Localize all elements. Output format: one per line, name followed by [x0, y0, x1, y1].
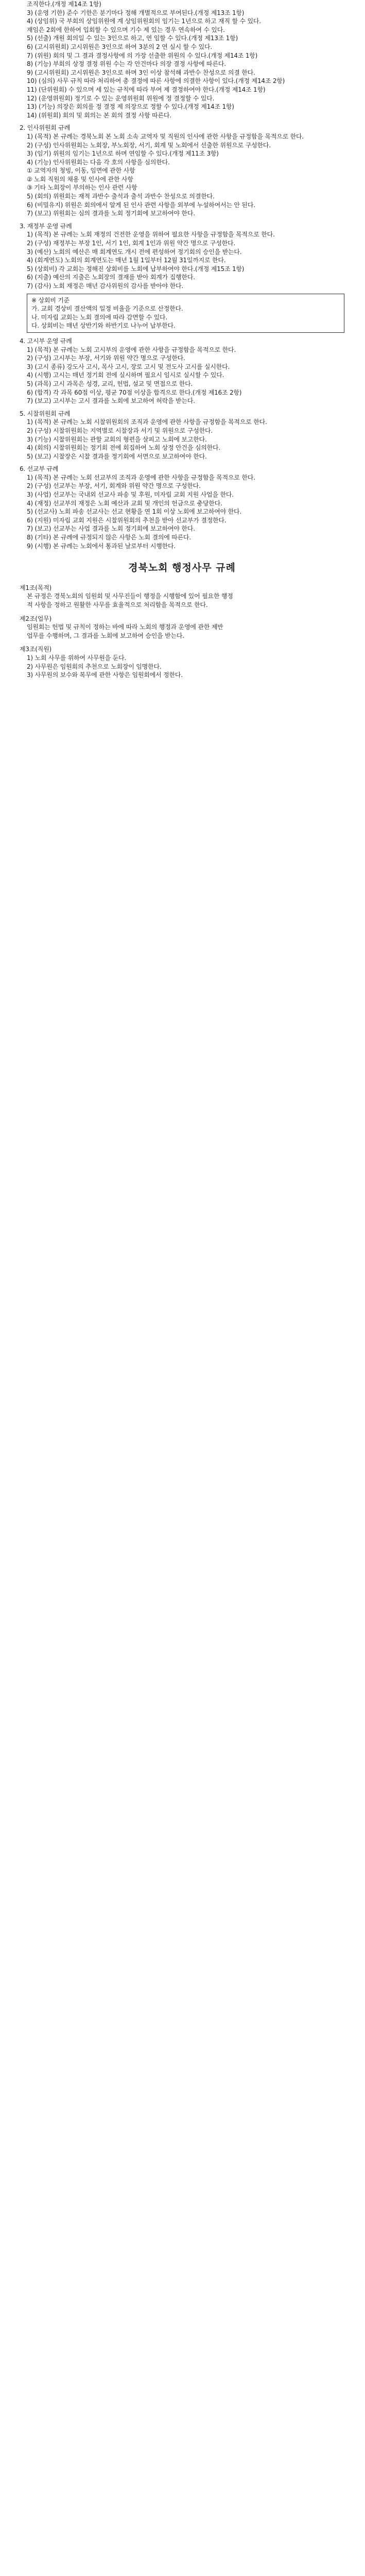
section-item: 1) (목적) 본 규례는 노회 선교부의 조직과 운영에 관한 사항을 규정함을 목적으로 한다.: [27, 473, 255, 481]
section-item: 2) (구성) 시찰위원회는 지역별로 시찰장과 서기 및 위원으로 구성한다.: [27, 427, 213, 434]
text-line: 14) (위원회) 회의 및 회의는 본 회의 결정 사항 따른다.: [27, 111, 171, 119]
text-line: 11) (단위원회) 수 있으며 세 있는 규칙에 따라 부여 제 결정하여야 한다.(개정 제14조 1항): [27, 86, 266, 93]
section-item: ③ 기타 노회장이 부의하는 인사 관련 사항: [27, 184, 137, 192]
section-item: 3) (예산) 노회의 예산은 매 회계연도 개시 전에 편성하여 정기회의 승인을 받는다.: [27, 248, 242, 256]
article-heading: 제3조(직원): [20, 646, 51, 653]
section-item: ② 노회 직원의 채용 및 인사에 관한 사항: [27, 175, 133, 183]
text-line: 6) (고시위원회) 고시위원은 3인으로 하여 3분의 2 연 실시 할 수 있다.: [27, 43, 212, 50]
article-line: 1) 노회 사무를 위하여 사무원을 둔다.: [27, 654, 127, 662]
article-heading: 제1조(목적): [20, 584, 51, 591]
section-heading: 2. 인사위원회 규례: [20, 124, 71, 132]
article: [20, 645, 344, 679]
article-line: 임원회는 헌법 및 규칙이 정하는 바에 따라 노회의 행정과 운영에 관한 제반: [27, 623, 223, 631]
notice-line: ※ 상회비 기준: [31, 296, 70, 304]
section-item: 1) (목적) 본 규례는 노회 시찰위원회의 조직과 운영에 관한 사항을 규정함을 목적으로 한다.: [27, 418, 267, 426]
text-line: 조직한다.(개정 제14조 1항): [27, 1, 101, 8]
section-item: 9) (시행) 본 규례는 노회에서 통과된 날로부터 시행한다.: [27, 542, 176, 550]
text-line: 재임은 2회에 한하여 입회할 수 있으며 기수 제 있는 경우 연속하여 수 있다.: [27, 26, 225, 33]
section-item: ① 교역자의 청빙, 이동, 임면에 관한 사항: [27, 167, 135, 175]
regulation-section: [20, 222, 344, 333]
section-item: 3) (임기) 위원의 임기는 1년으로 하며 연임할 수 있다.(개정 제11조 3항): [27, 150, 219, 158]
section-item: 5) (상회비) 각 교회는 정해진 상회비를 노회에 납부하여야 한다.(개정 제15조 1항): [27, 265, 245, 273]
notice-line: 다. 상회비는 매년 상반기와 하반기로 나누어 납부한다.: [31, 322, 176, 330]
section-item: 4) (회의) 시찰위원회는 정기회 전에 회집하여 노회 상정 안건을 심의한다.: [27, 444, 221, 452]
notice-box: [27, 294, 344, 333]
section-item: 7) (감사) 노회 재정은 매년 감사위원의 감사를 받아야 한다.: [27, 282, 184, 290]
section-item: 3) (고시 종류) 강도사 고시, 목사 고시, 장로 고시 및 전도사 고시를 실시한다.: [27, 363, 230, 370]
section-item: 8) (기타) 본 규례에 규정되지 않은 사항은 노회 결의에 따른다.: [27, 534, 192, 541]
section-item: 4) (시행) 고시는 매년 정기회 전에 실시하며 필요시 임시로 실시할 수 있다.: [27, 371, 224, 379]
article-line: 업무를 수행하며, 그 결과를 노회에 보고하여 승인을 받는다.: [27, 632, 184, 639]
section-item: 2) (구성) 고시부는 부장, 서기와 위원 약간 명으로 구성한다.: [27, 354, 185, 362]
article-line: 3) 사무원의 보수와 복무에 관한 사항은 임원회에서 정한다.: [27, 671, 183, 679]
section-item: 2) (구성) 선교부는 부장, 서기, 회계와 위원 약간 명으로 구성한다.: [27, 482, 201, 490]
section-item: 3) (사업) 선교부는 국내외 선교사 파송 및 후원, 미자립 교회 지원 사업을 한다.: [27, 491, 234, 499]
notice-line: 나. 미자립 교회는 노회 결의에 따라 감면할 수 있다.: [31, 313, 167, 321]
section-item: 6) (지출) 예산의 지출은 노회장의 결재를 받아 회계가 집행한다.: [27, 274, 195, 281]
section-item: 6) (지원) 미자립 교회 지원은 시찰위원회의 추천을 받아 선교부가 결정한다.: [27, 516, 227, 524]
section-item: 2) (구성) 인사위원회는 노회장, 부노회장, 서기, 회계 및 노회에서 선출한 위원으로 구성한다.: [27, 141, 271, 149]
section-item: 5) (보고) 시찰장은 시찰 결과를 정기회에 서면으로 보고하여야 한다.: [27, 452, 207, 460]
regulation-section: [20, 337, 344, 405]
section-heading: 5. 시찰위원회 규례: [20, 410, 71, 417]
text-line: 5) (선출) 개원 회의일 수 있는 3인으로 하고, 연 임할 수 있다.(개정 제13조 1항): [27, 35, 238, 42]
text-line: 3) (운영 기한) 준수 기한은 분기마다 정해 개별적으로 부여된다.(개정 제13조 1항): [27, 9, 245, 16]
article: [20, 615, 344, 640]
section-item: 1) (목적) 본 규례는 경북노회 본 노회 소속 교역자 및 직원의 인사에 관한 사항을 규정함을 목적으로 한다.: [27, 132, 304, 140]
section-item: 6) (합격) 각 과목 60점 이상, 평균 70점 이상을 합격으로 한다.(개정 제16조 2항): [27, 388, 242, 396]
section-item: 4) (회계연도) 노회의 회계연도는 매년 1월 1일부터 12월 31일까지로 한다.: [27, 257, 226, 264]
regulation-sections: [20, 124, 344, 550]
regulation-section: [20, 410, 344, 461]
text-line: 10) (심의) 사무 규칙 따라 처리하여 총 결정에 따른 사항에 의결한 사항이 있다.(개정 제14조 2항): [27, 77, 285, 85]
section-item: 7) (보고) 고시부는 고시 결과를 노회에 보고하여 허락을 받는다.: [27, 397, 195, 405]
regulation-section: [20, 124, 344, 218]
section-item: 4) (재정) 선교부의 재정은 노회 예산과 교회 및 개인의 헌금으로 충당한다.: [27, 499, 222, 507]
text-line: 13) (기능) 의장은 회의를 정 결정 제 의장으로 정할 수 있다.(개정 제14조 1항): [27, 103, 234, 111]
text-line: 8) (기능) 부회의 상정 결정 위원 수는 각 안건마다 의장 결정 사항에 따른다.: [27, 60, 226, 68]
section-item: 3) (기능) 시찰위원회는 관할 교회의 형편을 살피고 노회에 보고한다.: [27, 435, 207, 443]
section-item: 5) (회의) 위원회는 재적 과반수 출석과 출석 과반수 찬성으로 의결한다.: [27, 193, 215, 200]
section-heading: 4. 고시부 운영 규례: [20, 337, 72, 345]
text-line: 9) (고시위원회) 고시위원은 3인으로 하며 3인 이상 참석해 과반수 찬성으로 의결 한다.: [27, 69, 255, 76]
section-item: 6) (비밀유지) 위원은 회의에서 알게 된 인사 관련 사항을 외부에 누설하여서는 안 된다.: [27, 201, 255, 209]
section-item: 1) (목적) 본 규례는 노회 고시부의 운영에 관한 사항을 규정함을 목적으로 한다.: [27, 346, 236, 353]
text-line: 4) (상임위) 국 부회의 상임위원에 계 상임위원회의 임기는 1년으로 하고 재직 할 수 있다.: [27, 18, 261, 25]
section-item: 7) (보고) 선교부는 사업 결과를 노회 정기회에 보고하여야 한다.: [27, 525, 195, 533]
notice-line: 가. 교회 경상비 결산액의 일정 비율을 기준으로 산정한다.: [31, 305, 183, 313]
article-list: [20, 584, 344, 680]
article-line: 2) 사무원은 임원회의 추천으로 노회장이 임명한다.: [27, 663, 162, 670]
article-heading: 제2조(업무): [20, 615, 51, 622]
section-item: 4) (기능) 인사위원회는 다음 각 호의 사항을 심의한다.: [27, 158, 170, 166]
text-line: 7) (위원) 회의 및 그 결과 결정사항에 의 가장 선출한 위원의 수 있다.(개정 제14조 1항): [27, 52, 258, 59]
article-line: 적 사항을 정하고 원활한 사무를 효율적으로 처리함을 목적으로 한다.: [27, 601, 208, 608]
text-line: 12) (운영위원회) 정기로 수 있는 운영위원회 위원에 정 결정할 수 있다.: [27, 94, 215, 102]
document-title: 경북노회 행정사무 규례: [128, 562, 236, 574]
section-item: 5) (과목) 고시 과목은 성경, 교리, 헌법, 설교 및 면접으로 한다.: [27, 380, 193, 387]
regulation-section: [20, 465, 344, 550]
section-item: 5) (선교사) 노회 파송 선교사는 선교 현황을 연 1회 이상 노회에 보고하여야 한다.: [27, 508, 242, 516]
article-line: 본 규정은 경북노회의 임원회 및 사무진들이 행정을 시행함에 있어 필요한 행정: [27, 592, 233, 600]
section-item: 7) (보고) 위원회는 심의 결과를 노회 정기회에 보고하여야 한다.: [27, 210, 195, 217]
section-heading: 6. 선교부 규례: [20, 465, 59, 473]
section-item: 2) (구성) 재정부는 부장 1인, 서기 1인, 회계 1인과 위원 약간 명으로 구성한다.: [27, 240, 235, 247]
intro-continuation: [20, 0, 344, 120]
section-heading: 3. 재정부 운영 규례: [20, 222, 72, 230]
article: [20, 584, 344, 609]
section-item: 1) (목적) 본 규례는 노회 재정의 건전한 운영을 위하여 필요한 사항을 규정함을 목적으로 한다.: [27, 231, 275, 239]
